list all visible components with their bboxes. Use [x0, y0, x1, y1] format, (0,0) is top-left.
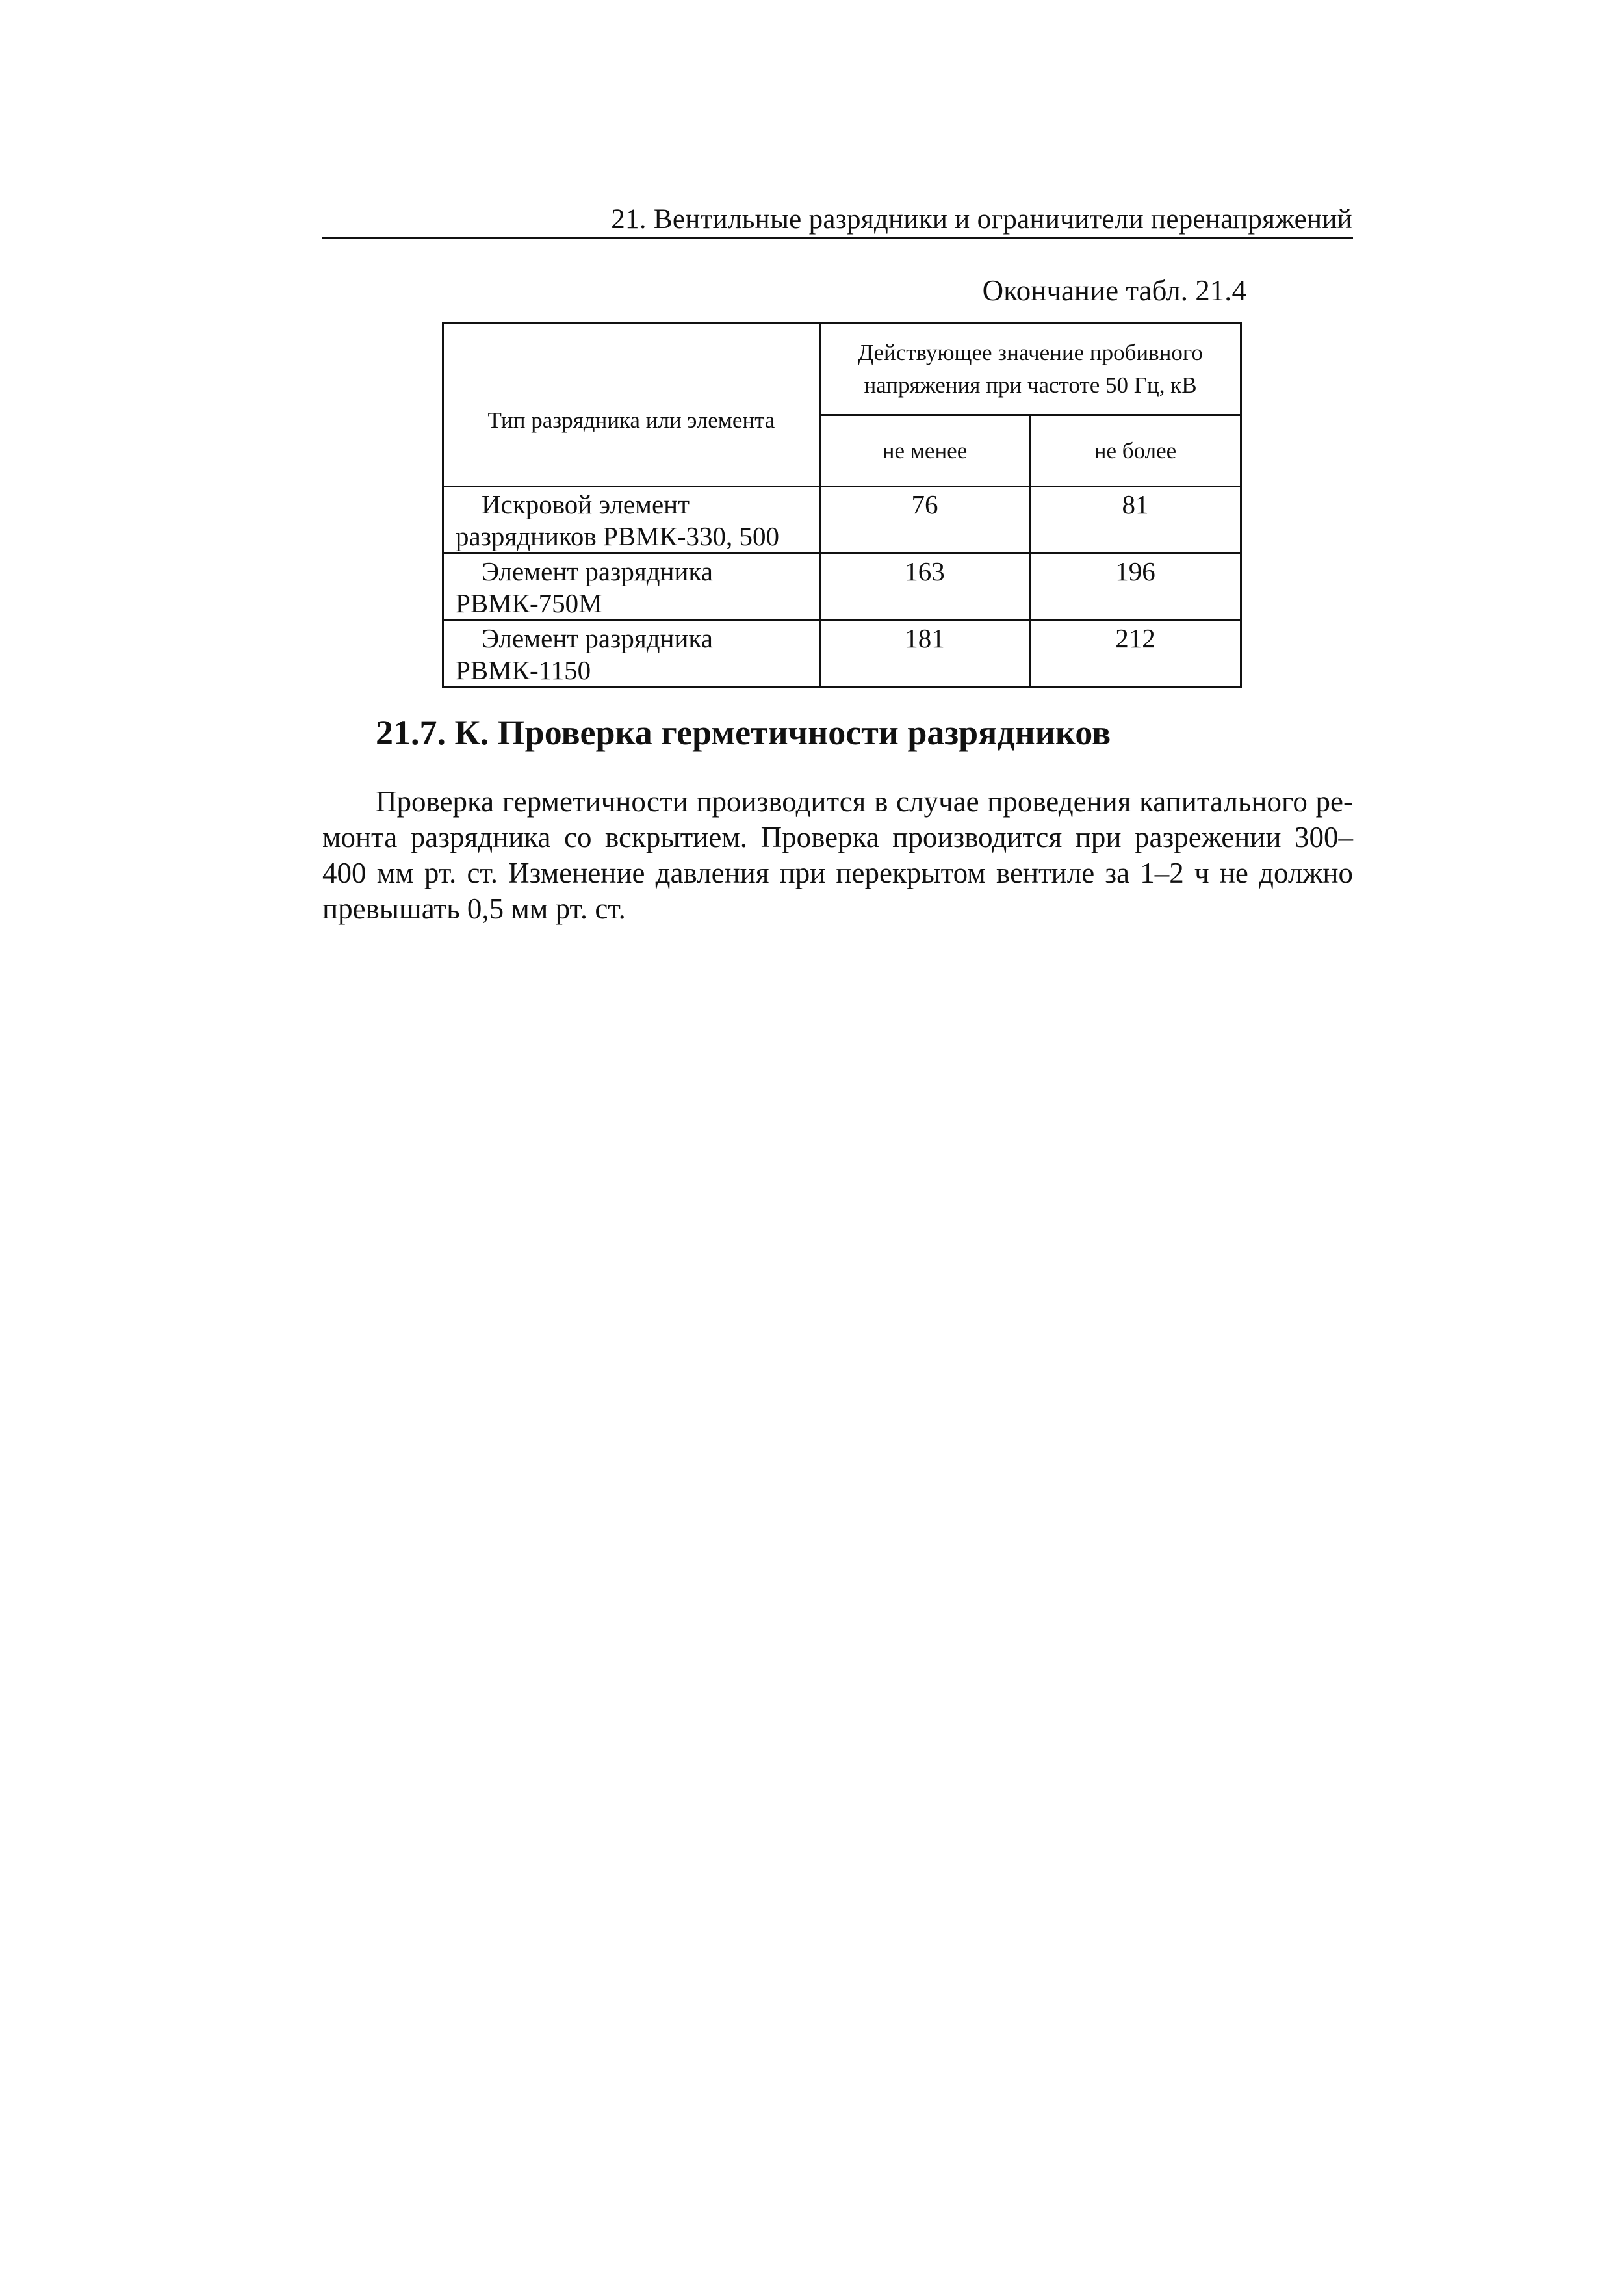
table-row	[443, 487, 1241, 554]
row-max-value: 81	[1030, 487, 1241, 554]
col-header-voltage-line1: Действующее значение пробивного	[858, 340, 1203, 366]
row-name-cell	[443, 554, 820, 621]
paragraph-line: 400 мм рт. ст. Изменение давления при перекрытом вентиле за 1–2 ч не должно	[322, 857, 1353, 889]
row-name-cell	[443, 621, 820, 688]
table-header-row	[443, 324, 1241, 415]
row-min-value: 76	[820, 487, 1030, 554]
row-max-value: 196	[1030, 554, 1241, 621]
row-name-line2: РВМК-750М	[456, 588, 602, 618]
row-min-value: 163	[820, 554, 1030, 621]
running-header: 21. Вентильные разрядники и ограничители перенапряжений	[611, 204, 1352, 235]
section-heading: 21.7. К. Проверка герметичности разрядников	[376, 713, 1111, 752]
table-caption: Окончание табл. 21.4	[982, 274, 1246, 307]
row-name-line1: Элемент разрядника	[482, 623, 713, 653]
col-header-min: не менее	[820, 415, 1030, 487]
table-row	[443, 554, 1241, 621]
row-name-cell	[443, 487, 820, 554]
row-name-line1: Искровой элемент	[482, 489, 690, 519]
row-min-value: 181	[820, 621, 1030, 688]
paragraph-line: монта разрядника со вскрытием. Проверка производится при разрежении 300–	[322, 821, 1353, 853]
row-max-value: 212	[1030, 621, 1241, 688]
paragraph-line: Проверка герметичности производится в случае проведения капитального ре-	[376, 785, 1353, 818]
col-header-voltage-line2: напряжения при частоте 50 Гц, кВ	[864, 372, 1197, 398]
header-rule	[322, 237, 1353, 239]
col-header-type: Тип разрядника или элемента	[443, 324, 820, 487]
body-paragraph	[322, 784, 1353, 927]
paragraph-line: превышать 0,5 мм рт. ст.	[322, 892, 626, 925]
data-table	[442, 322, 1242, 688]
col-header-max: не более	[1030, 415, 1241, 487]
row-name-line2: разрядников РВМК-330, 500	[456, 521, 780, 551]
col-header-voltage-group	[820, 324, 1241, 415]
table-row	[443, 621, 1241, 688]
row-name-line1: Элемент разрядника	[482, 556, 713, 586]
row-name-line2: РВМК-1150	[456, 655, 591, 685]
